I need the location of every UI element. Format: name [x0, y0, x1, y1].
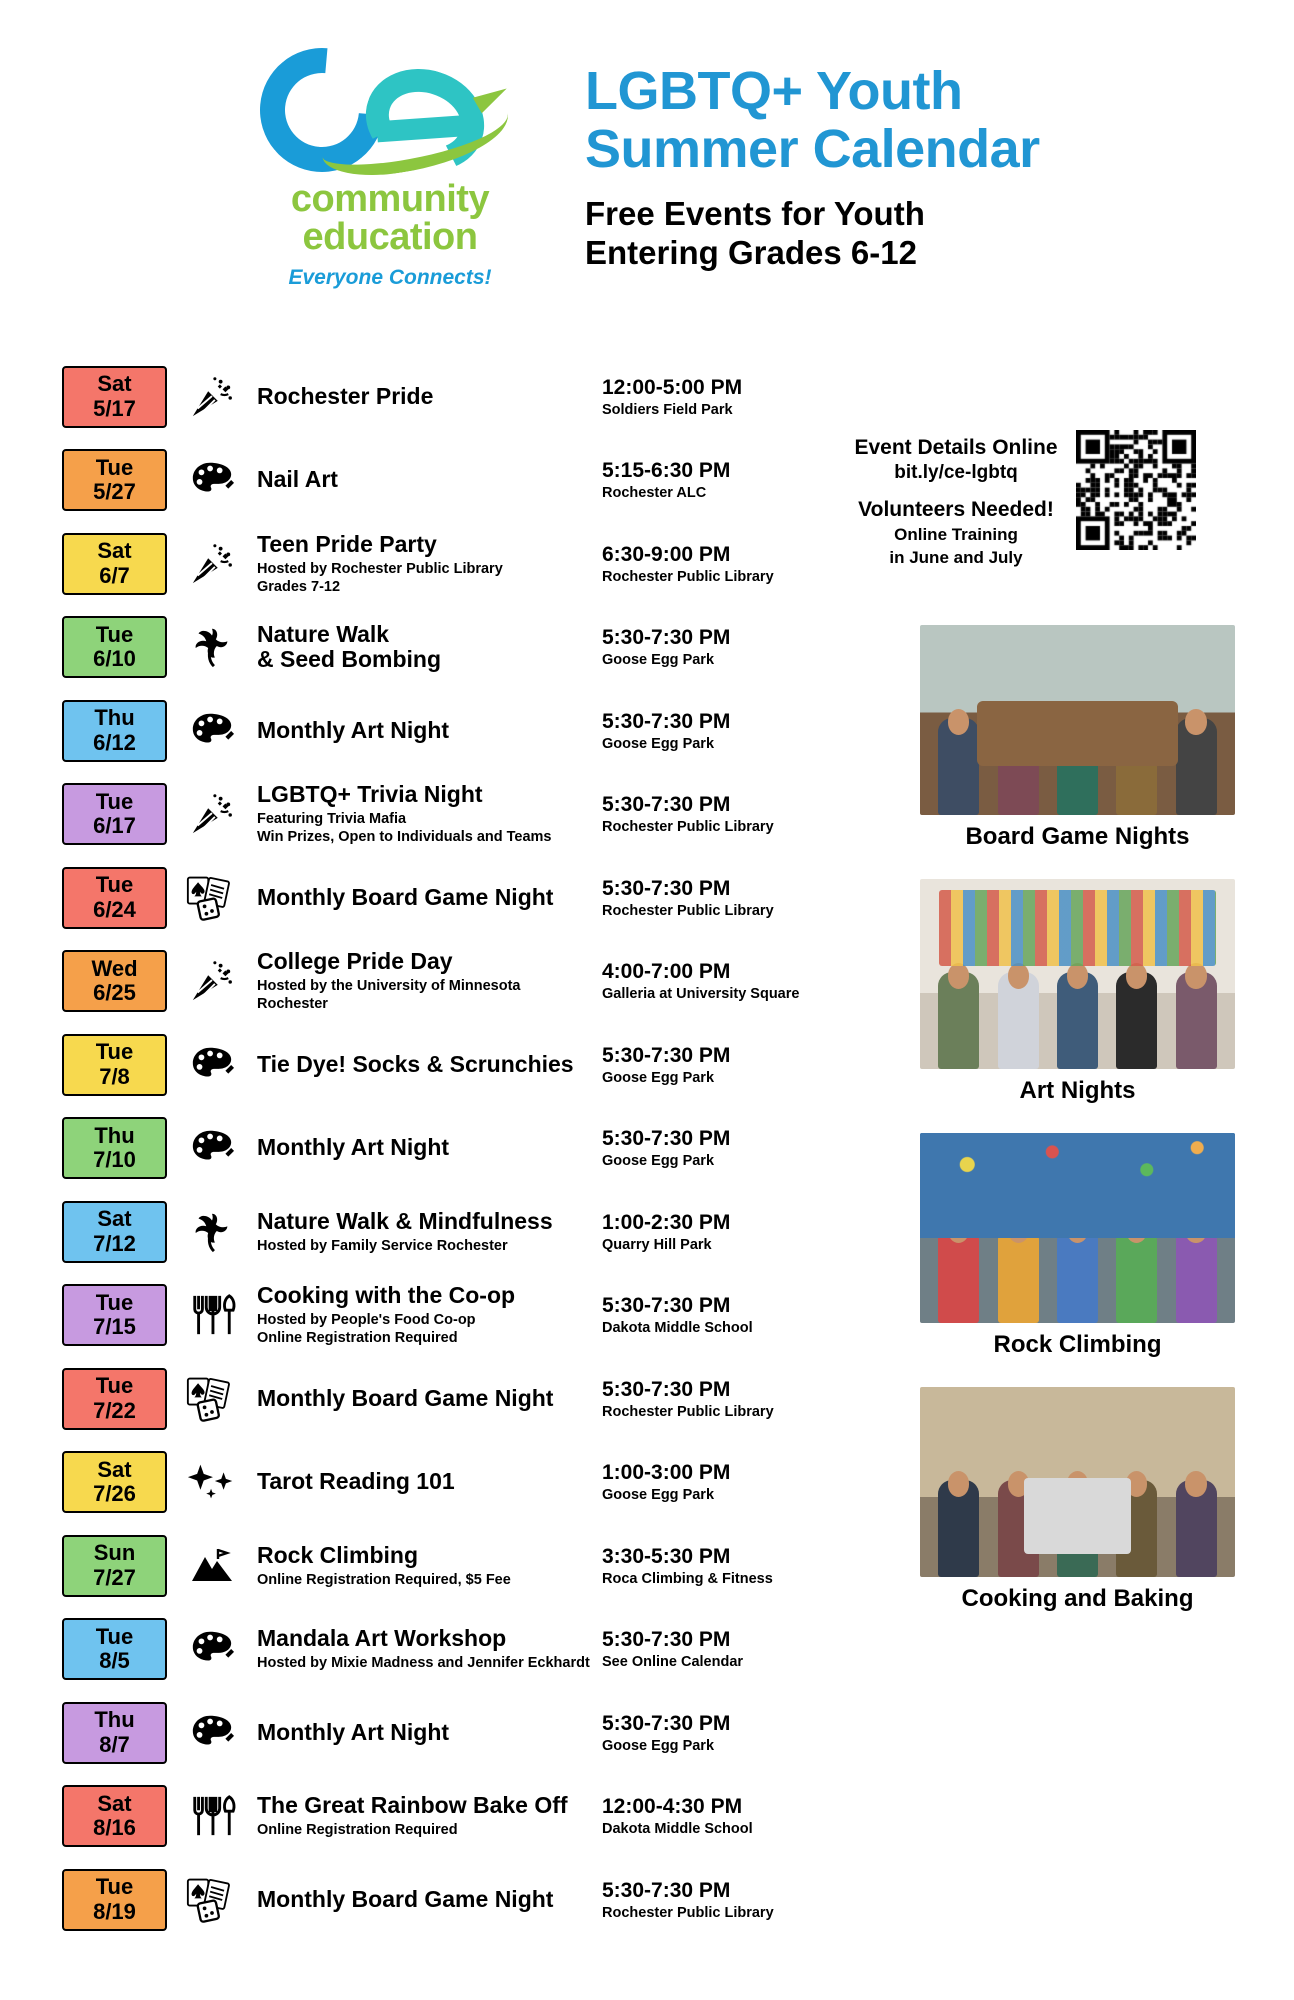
- event-date: 8/5: [99, 1648, 130, 1674]
- person: [938, 1226, 979, 1323]
- event-title: College Pride Day: [257, 948, 453, 975]
- logo-tagline: Everyone Connects!: [288, 266, 492, 289]
- event-time: 5:30-7:30 PM: [602, 626, 731, 650]
- event-date: 8/16: [93, 1815, 136, 1841]
- event-location: Rochester Public Library: [602, 819, 774, 836]
- person: [938, 1480, 979, 1577]
- event-time-info: [602, 960, 832, 1002]
- event-date: 6/10: [93, 646, 136, 672]
- event-info: [257, 1135, 602, 1161]
- event-title: Tie Dye! Socks & Scrunchies: [257, 1050, 574, 1077]
- event-title: Monthly Art Night: [257, 1134, 450, 1161]
- event-location: Goose Egg Park: [602, 1487, 715, 1504]
- event-time: 12:00-4:30 PM: [602, 1795, 743, 1819]
- logo-word-community: community: [290, 178, 490, 220]
- event-note: Hosted by Mixie Madness and Jennifer Eckhardt: [257, 1655, 590, 1672]
- event-title: Teen Pride Party: [257, 530, 437, 557]
- person: [1116, 1226, 1157, 1323]
- event-time: 4:00-7:00 PM: [602, 960, 731, 984]
- event-day: Tue: [95, 1623, 134, 1649]
- event-day: Tue: [95, 1289, 134, 1315]
- event-time-info: [602, 1294, 832, 1336]
- calendar-row: [62, 522, 852, 606]
- event-time: 5:30-7:30 PM: [602, 1294, 731, 1318]
- utensils-icon: [167, 1793, 257, 1839]
- photo-cooking-and-baking: [920, 1387, 1235, 1613]
- event-time-info: [602, 1461, 832, 1503]
- event-time-info: [602, 459, 832, 501]
- event-day: Sat: [97, 538, 132, 564]
- photo-board-game-nights: [920, 625, 1235, 851]
- event-location: Soldiers Field Park: [602, 401, 733, 418]
- people-group: [920, 1459, 1235, 1577]
- event-time-info: [602, 626, 832, 668]
- cards-dice-icon: [167, 1877, 257, 1923]
- event-date: 6/17: [93, 813, 136, 839]
- event-time: 5:30-7:30 PM: [602, 1878, 731, 1902]
- event-note: Hosted by Rochester Public Library Grades 7-12: [257, 560, 503, 595]
- event-location: Goose Egg Park: [602, 1737, 715, 1754]
- event-title: Monthly Board Game Night: [257, 883, 554, 910]
- event-details-box: [836, 430, 1236, 569]
- event-location: Rochester Public Library: [602, 568, 774, 585]
- paint-palette-icon: [167, 1626, 257, 1672]
- person: [998, 1480, 1039, 1577]
- event-day: Sat: [97, 1206, 132, 1232]
- photo-caption: Cooking and Baking: [961, 1585, 1194, 1612]
- event-date-chip: [62, 783, 167, 845]
- sparkles-icon: [167, 1462, 257, 1502]
- person: [1116, 972, 1157, 1069]
- party-popper-icon: [167, 541, 257, 587]
- event-location: Rochester Public Library: [602, 1904, 774, 1921]
- person: [1176, 1226, 1217, 1323]
- event-time: 5:30-7:30 PM: [602, 1043, 731, 1067]
- details-heading: Event Details Online: [854, 436, 1058, 459]
- event-info: [257, 1793, 602, 1839]
- event-time: 3:30-5:30 PM: [602, 1544, 731, 1568]
- event-day: Thu: [94, 1122, 135, 1148]
- party-popper-icon: [167, 791, 257, 837]
- event-info: [257, 782, 602, 846]
- logo-word-education: education: [302, 216, 478, 258]
- event-title: Rochester Pride: [257, 382, 434, 409]
- event-info: [257, 718, 602, 744]
- event-time: 1:00-2:30 PM: [602, 1210, 731, 1234]
- event-date: 6/25: [93, 980, 136, 1006]
- event-title: Monthly Art Night: [257, 716, 450, 743]
- event-info: [257, 885, 602, 911]
- event-calendar-list: [62, 355, 852, 1942]
- event-info: [257, 1626, 602, 1672]
- person: [1057, 1226, 1098, 1323]
- photo-art-nights: [920, 879, 1235, 1105]
- event-time: 6:30-9:00 PM: [602, 542, 731, 566]
- photo-rock-climbing-image: [920, 1133, 1235, 1323]
- event-location: Dakota Middle School: [602, 1320, 753, 1337]
- people-group: [920, 951, 1235, 1069]
- event-date-chip: [62, 1702, 167, 1764]
- event-date: 7/12: [93, 1230, 136, 1256]
- event-time: 5:30-7:30 PM: [602, 1377, 731, 1401]
- event-info: [257, 467, 602, 493]
- event-date: 5/27: [93, 479, 136, 505]
- event-date: 6/7: [99, 562, 130, 588]
- person: [1116, 718, 1157, 815]
- event-location: Goose Egg Park: [602, 652, 715, 669]
- event-info: [257, 949, 602, 1013]
- event-time: 5:30-7:30 PM: [602, 876, 731, 900]
- page-subtitle-line1: Free Events for Youth: [585, 194, 925, 232]
- event-day: Thu: [94, 705, 135, 731]
- event-date: 5/17: [93, 395, 136, 421]
- calendar-row: [62, 1775, 852, 1859]
- event-title: Rock Climbing: [257, 1541, 419, 1568]
- calendar-row: [62, 1441, 852, 1525]
- volunteer-training-line2: in June and July: [889, 548, 1023, 568]
- event-time-info: [602, 376, 832, 418]
- page-title-line2: Summer Calendar: [585, 119, 1040, 180]
- calendar-row: [62, 606, 852, 690]
- event-date-chip: [62, 700, 167, 762]
- event-date-chip: [62, 1201, 167, 1263]
- calendar-row: [62, 1357, 852, 1441]
- person: [998, 1226, 1039, 1323]
- event-location: Goose Egg Park: [602, 1069, 715, 1086]
- calendar-row: [62, 856, 852, 940]
- event-time-info: [602, 877, 832, 919]
- event-info: [257, 1543, 602, 1589]
- event-date-chip: [62, 1535, 167, 1597]
- cards-dice-icon: [167, 1376, 257, 1422]
- event-title: Cooking with the Co-op: [257, 1282, 516, 1309]
- event-time: 12:00-5:00 PM: [602, 375, 743, 399]
- photo-caption: Art Nights: [1019, 1077, 1136, 1104]
- event-location: Rochester ALC: [602, 485, 707, 502]
- flower-icon: [167, 624, 257, 670]
- event-note: Online Registration Required, $5 Fee: [257, 1571, 511, 1588]
- volunteers-heading: Volunteers Needed!: [858, 498, 1054, 521]
- event-note: Hosted by People's Food Co-op Online Registration Required: [257, 1312, 476, 1347]
- title-block: [585, 40, 1040, 273]
- event-time: 1:00-3:00 PM: [602, 1461, 731, 1485]
- event-info: [257, 532, 602, 596]
- event-location: Rochester Public Library: [602, 902, 774, 919]
- event-info: [257, 1283, 602, 1347]
- event-date-chip: [62, 1368, 167, 1430]
- calendar-row: [62, 1190, 852, 1274]
- event-title: Monthly Board Game Night: [257, 1384, 554, 1411]
- event-location: Goose Egg Park: [602, 1153, 715, 1170]
- event-date-chip: [62, 867, 167, 929]
- calendar-row: [62, 1608, 852, 1692]
- person: [1057, 972, 1098, 1069]
- event-date-chip: [62, 1785, 167, 1847]
- calendar-row: [62, 940, 852, 1024]
- event-time-info: [602, 1795, 832, 1837]
- event-time: 5:30-7:30 PM: [602, 1711, 731, 1735]
- paint-palette-icon: [167, 1710, 257, 1756]
- photo-rock-climbing: [920, 1133, 1235, 1359]
- calendar-row: [62, 689, 852, 773]
- photo-board-game-nights-image: [920, 625, 1235, 815]
- event-time: 5:15-6:30 PM: [602, 459, 731, 483]
- calendar-row: [62, 1691, 852, 1775]
- paint-palette-icon: [167, 1125, 257, 1171]
- person: [1176, 718, 1217, 815]
- event-title: Tarot Reading 101: [257, 1468, 455, 1495]
- event-info: [257, 1386, 602, 1412]
- event-date: 7/10: [93, 1147, 136, 1173]
- event-time-info: [602, 543, 832, 585]
- person: [1057, 718, 1098, 815]
- event-day: Sat: [97, 1790, 132, 1816]
- event-date-chip: [62, 1618, 167, 1680]
- calendar-row: [62, 1023, 852, 1107]
- event-day: Wed: [91, 955, 138, 981]
- event-info: [257, 1209, 602, 1255]
- event-info: [257, 1052, 602, 1078]
- event-date: 6/24: [93, 896, 136, 922]
- event-date-chip: [62, 1451, 167, 1513]
- page-subtitle-line2: Entering Grades 6-12: [585, 233, 917, 271]
- event-location: Roca Climbing & Fitness: [602, 1570, 773, 1587]
- event-time: 5:30-7:30 PM: [602, 793, 731, 817]
- event-info: [257, 384, 602, 410]
- party-popper-icon: [167, 374, 257, 420]
- person: [1176, 972, 1217, 1069]
- photo-caption: Rock Climbing: [993, 1331, 1162, 1358]
- event-date-chip: [62, 366, 167, 428]
- event-location: Dakota Middle School: [602, 1821, 753, 1838]
- event-date: 7/15: [93, 1314, 136, 1340]
- party-popper-icon: [167, 958, 257, 1004]
- event-day: Tue: [95, 1874, 134, 1900]
- event-date: 8/7: [99, 1731, 130, 1757]
- event-time-info: [602, 1378, 832, 1420]
- event-day: Thu: [94, 1707, 135, 1733]
- volunteer-training-line1: Online Training: [894, 525, 1018, 544]
- event-day: Tue: [95, 788, 134, 814]
- event-note: Featuring Trivia Mafia Win Prizes, Open to Individuals and Teams: [257, 811, 552, 846]
- event-location: Goose Egg Park: [602, 735, 715, 752]
- photo-art-nights-image: [920, 879, 1235, 1069]
- qr-code-icon[interactable]: [1076, 430, 1196, 550]
- event-day: Sun: [93, 1540, 136, 1566]
- event-date-chip: [62, 533, 167, 595]
- calendar-row: [62, 1524, 852, 1608]
- event-info: [257, 1469, 602, 1495]
- event-note: Hosted by Family Service Rochester: [257, 1237, 508, 1254]
- event-title: The Great Rainbow Bake Off: [257, 1792, 568, 1819]
- event-time-info: [602, 1628, 832, 1670]
- person: [1116, 1480, 1157, 1577]
- event-title: Nature Walk & Mindfulness: [257, 1207, 553, 1234]
- event-title: Monthly Art Night: [257, 1718, 450, 1745]
- event-day: Tue: [95, 621, 134, 647]
- calendar-row: [62, 773, 852, 857]
- event-date-chip: [62, 449, 167, 511]
- calendar-row: [62, 1107, 852, 1191]
- ce-logo-mark: [225, 40, 555, 180]
- people-group: [920, 1205, 1235, 1323]
- event-time-info: [602, 1545, 832, 1587]
- photo-cooking-and-baking-image: [920, 1387, 1235, 1577]
- event-location: See Online Calendar: [602, 1654, 744, 1671]
- event-date: 7/22: [93, 1397, 136, 1423]
- event-date-chip: [62, 1117, 167, 1179]
- event-time: 5:30-7:30 PM: [602, 1127, 731, 1151]
- event-title: Monthly Board Game Night: [257, 1885, 554, 1912]
- event-date: 7/8: [99, 1063, 130, 1089]
- event-location: Rochester Public Library: [602, 1403, 774, 1420]
- event-info: [257, 622, 602, 674]
- person: [938, 972, 979, 1069]
- person: [998, 972, 1039, 1069]
- event-time: 5:30-7:30 PM: [602, 709, 731, 733]
- person: [1176, 1480, 1217, 1577]
- calendar-row: [62, 1274, 852, 1358]
- mountain-icon: [167, 1545, 257, 1587]
- event-date: 7/26: [93, 1481, 136, 1507]
- event-day: Tue: [95, 1039, 134, 1065]
- event-location: Galleria at University Square: [602, 986, 800, 1003]
- event-location: Quarry Hill Park: [602, 1236, 712, 1253]
- event-time-info: [602, 1044, 832, 1086]
- flower-icon: [167, 1209, 257, 1255]
- event-date-chip: [62, 616, 167, 678]
- paint-palette-icon: [167, 1042, 257, 1088]
- event-note: Online Registration Required: [257, 1822, 458, 1839]
- page-title-line1: LGBTQ+ Youth: [585, 61, 963, 121]
- event-date-chip: [62, 950, 167, 1012]
- people-group: [920, 697, 1235, 815]
- event-date: 7/27: [93, 1564, 136, 1590]
- event-date: 8/19: [93, 1898, 136, 1924]
- person: [938, 718, 979, 815]
- event-day: Tue: [95, 872, 134, 898]
- event-time-info: [602, 1211, 832, 1253]
- event-day: Tue: [95, 454, 134, 480]
- event-time-info: [602, 1879, 832, 1921]
- event-time: 5:30-7:30 PM: [602, 1628, 731, 1652]
- event-date-chip: [62, 1284, 167, 1346]
- event-title: Nature Walk & Seed Bombing: [257, 620, 442, 673]
- event-info: [257, 1887, 602, 1913]
- event-day: Tue: [95, 1373, 134, 1399]
- calendar-row: [62, 1858, 852, 1942]
- event-time-info: [602, 1712, 832, 1754]
- paint-palette-icon: [167, 457, 257, 503]
- utensils-icon: [167, 1292, 257, 1338]
- page-header: [0, 0, 1294, 330]
- event-date-chip: [62, 1869, 167, 1931]
- person: [998, 718, 1039, 815]
- photo-gallery: [920, 625, 1235, 1641]
- logo: [225, 40, 555, 290]
- photo-caption: Board Game Nights: [965, 823, 1190, 850]
- event-day: Sat: [97, 1456, 132, 1482]
- event-time-info: [602, 1127, 832, 1169]
- event-title: LGBTQ+ Trivia Night: [257, 781, 483, 808]
- event-time-info: [602, 710, 832, 752]
- person: [1057, 1480, 1098, 1577]
- paint-palette-icon: [167, 708, 257, 754]
- event-note: Hosted by the University of Minnesota Rochester: [257, 978, 521, 1013]
- details-link[interactable]: bit.ly/ce-lgbtq: [894, 462, 1018, 483]
- cards-dice-icon: [167, 875, 257, 921]
- calendar-row: [62, 439, 852, 523]
- event-time-info: [602, 793, 832, 835]
- event-title: Nail Art: [257, 466, 338, 493]
- event-date-chip: [62, 1034, 167, 1096]
- event-info: [257, 1720, 602, 1746]
- calendar-row: [62, 355, 852, 439]
- event-date: 6/12: [93, 729, 136, 755]
- event-day: Sat: [97, 371, 132, 397]
- event-title: Mandala Art Workshop: [257, 1625, 507, 1652]
